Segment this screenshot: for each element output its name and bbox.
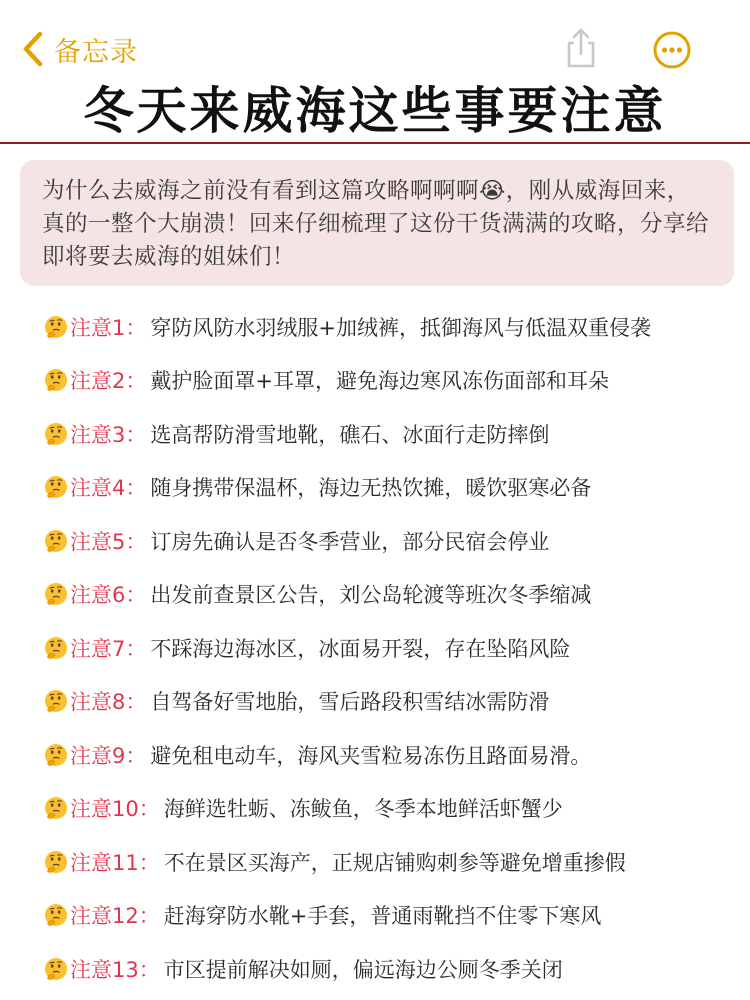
note-colon: ： <box>125 315 147 340</box>
thinking-face-icon <box>44 422 68 446</box>
more-button[interactable] <box>652 30 692 70</box>
thinking-face-icon <box>44 315 68 339</box>
note-item <box>44 514 734 568</box>
note-colon: ： <box>138 957 160 982</box>
note-colon: ： <box>125 636 147 661</box>
note-label: 注意2 <box>70 369 126 394</box>
note-label: 注意12 <box>70 904 139 929</box>
note-text: 穿防风防水羽绒服+加绒裤，抵御海风与低温双重侵袭 <box>150 315 651 340</box>
thinking-face-icon <box>44 796 68 820</box>
title-divider <box>0 142 750 144</box>
note-text: 避免租电动车，海风夹雪粒易冻伤且路面易滑。 <box>150 743 592 768</box>
intro-box <box>20 160 734 286</box>
thinking-face-icon <box>44 903 68 927</box>
note-item <box>44 942 734 996</box>
note-text: 随身携带保温杯，海边无热饮摊，暖饮驱寒必备 <box>150 476 592 501</box>
share-icon <box>562 55 600 74</box>
share-button[interactable] <box>562 26 600 70</box>
note-text: 不在景区买海产，正规店铺购刺参等避免增重掺假 <box>163 850 626 875</box>
back-button[interactable] <box>22 28 138 70</box>
note-label: 注意7 <box>70 636 126 661</box>
note-label: 注意4 <box>70 476 126 501</box>
note-item <box>44 728 734 782</box>
note-item <box>44 568 734 622</box>
note-item <box>44 782 734 836</box>
note-title: 冬天来威海这些事要注意 <box>83 82 667 140</box>
thinking-face-icon <box>44 636 68 660</box>
note-colon: ： <box>125 690 147 715</box>
note-colon: ： <box>125 422 147 447</box>
note-text: 选高帮防滑雪地靴，礁石、冰面行走防摔倒 <box>150 422 550 447</box>
note-label: 注意10 <box>70 797 139 822</box>
thinking-face-icon <box>44 957 68 981</box>
note-item <box>44 889 734 943</box>
note-item <box>44 835 734 889</box>
note-text: 不踩海边海冰区，冰面易开裂，存在坠陷风险 <box>150 636 571 661</box>
navigation-bar <box>0 0 750 82</box>
note-colon: ： <box>138 904 160 929</box>
thinking-face-icon <box>44 743 68 767</box>
thinking-face-icon <box>44 368 68 392</box>
note-colon: ： <box>125 369 147 394</box>
back-label: 备忘录 <box>54 36 138 68</box>
note-colon: ： <box>125 476 147 501</box>
note-label: 注意5 <box>70 529 126 554</box>
note-item <box>44 621 734 675</box>
thinking-face-icon <box>44 475 68 499</box>
note-text: 赶海穿防水靴+手套，普通雨靴挡不住零下寒风 <box>163 904 602 929</box>
note-text: 海鲜选牡蛎、冻鲅鱼，冬季本地鲜活虾蟹少 <box>163 797 563 822</box>
note-text: 市区提前解决如厕，偏远海边公厕冬季关闭 <box>163 957 563 982</box>
note-colon: ： <box>125 583 147 608</box>
intro-text: 为什么去威海之前没有看到这篇攻略啊啊啊😭，刚从威海回来，真的一整个大崩溃！回来仔细梳理了这份干货满满的攻略，分享给即将要去威海的姐妹们！ <box>42 178 710 270</box>
more-icon <box>652 55 692 74</box>
note-colon: ： <box>138 797 160 822</box>
note-colon: ： <box>125 743 147 768</box>
note-colon: ： <box>138 850 160 875</box>
note-label: 注意3 <box>70 422 126 447</box>
note-label: 注意9 <box>70 743 126 768</box>
note-label: 注意1 <box>70 315 126 340</box>
note-text: 订房先确认是否冬季营业，部分民宿会停业 <box>150 529 550 554</box>
note-colon: ： <box>125 529 147 554</box>
note-label: 注意6 <box>70 583 126 608</box>
note-label: 注意8 <box>70 690 126 715</box>
note-text: 戴护脸面罩+耳罩，避免海边寒风冻伤面部和耳朵 <box>150 369 609 394</box>
note-item <box>44 407 734 461</box>
notes-list <box>44 300 734 996</box>
note-text: 出发前查景区公告，刘公岛轮渡等班次冬季缩减 <box>150 583 592 608</box>
note-item <box>44 300 734 354</box>
thinking-face-icon <box>44 529 68 553</box>
chevron-left-icon <box>22 31 44 67</box>
thinking-face-icon <box>44 582 68 606</box>
note-item <box>44 354 734 408</box>
thinking-face-icon <box>44 850 68 874</box>
note-label: 注意11 <box>70 850 139 875</box>
note-item <box>44 461 734 515</box>
note-text: 自驾备好雪地胎，雪后路段积雪结冰需防滑 <box>150 690 550 715</box>
note-label: 注意13 <box>70 957 139 982</box>
thinking-face-icon <box>44 689 68 713</box>
note-item <box>44 675 734 729</box>
